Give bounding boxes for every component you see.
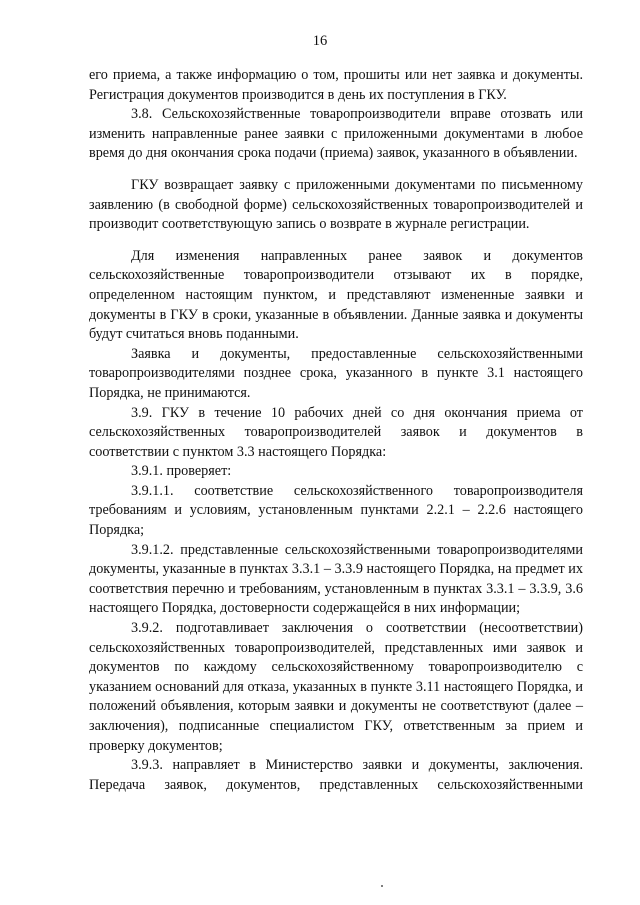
paragraph-change-application: Для изменения направленных ранее заявок и документов сельскохозяйственные товаропроизводители отзывают их в порядке, определенном настоящим пунктом, и представляют измененные заявки и документы в ГКУ в сроки, указанные в объявлении. Данные заявка и документы будут считаться вновь поданными.	[89, 247, 583, 343]
page-number: 16	[312, 33, 328, 49]
paragraph-3-9-1: 3.9.1. проверяет:	[131, 463, 232, 480]
paragraph-continuation: его приема, а также информацию о том, прошиты или нет заявка и документы. Регистрация документов производится в день их поступления в ГКУ.	[89, 67, 583, 103]
document-body	[89, 66, 583, 795]
paragraph-3-9-1-1: 3.9.1.1. соответствие сельскохозяйственного товаропроизводителя требованиям и условиям, установленным пунктами 2.2.1 – 2.2.6 настоящего Порядка;	[89, 482, 583, 539]
paragraph-3-9: 3.9. ГКУ в течение 10 рабочих дней со дня окончания приема от сельскохозяйственных товаропроизводителей заявок и документов в соответствии с пунктом 3.3 настоящего Порядка:	[89, 404, 583, 460]
paragraph-return-application: ГКУ возвращает заявку с приложенными документами по письменному заявлению (в свободной форме) сельскохозяйственных товаропроизводителей и производит соответствующую запись о возврате в журнале регистрации.	[89, 176, 583, 233]
paragraph-late-submission: Заявка и документы, предоставленные сельскохозяйственными товаропроизводителями позднее срока, указанного в пункте 3.1 настоящего Порядка, не принимаются.	[89, 345, 583, 401]
paragraph-3-9-1-2: 3.9.1.2. представленные сельскохозяйственными товаропроизводителями документы, указанные в пунктах 3.3.1 – 3.3.9 настоящего Порядка, на предмет их соответствия перечню и требованиям, установленным в пунктах 3.3.1 – 3.3.9, 3.6 настоящего Порядка, достоверности содержащейся в них информации;	[89, 541, 583, 617]
paragraph-3-8: 3.8. Сельскохозяйственные товаропроизводители вправе отозвать или изменить направленные ранее заявки с приложенными документами в любое время до дня окончания срока подачи (приема) заявок, указанного в объявлении.	[89, 106, 583, 162]
paragraph-3-9-3: 3.9.3. направляет в Министерство заявки и документы, заключения. Передача заявок, документов, представленных сельскохозяйственными	[89, 757, 583, 793]
scan-speck	[381, 885, 383, 887]
paragraph-3-9-2: 3.9.2. подготавливает заключения о соответствии (несоответствии) сельскохозяйственных товаропроизводителей, представленных ими заявок и документов по каждому сельскохозяйственному товаропроизводителю с указанием оснований для отказа, указанных в пункте 3.11 настоящего Порядка, и положений объявления, которым заявки и документы не соответствуют (далее – заключения), подписанные специалистом ГКУ, ответственным за прием и проверку документов;	[89, 620, 583, 754]
